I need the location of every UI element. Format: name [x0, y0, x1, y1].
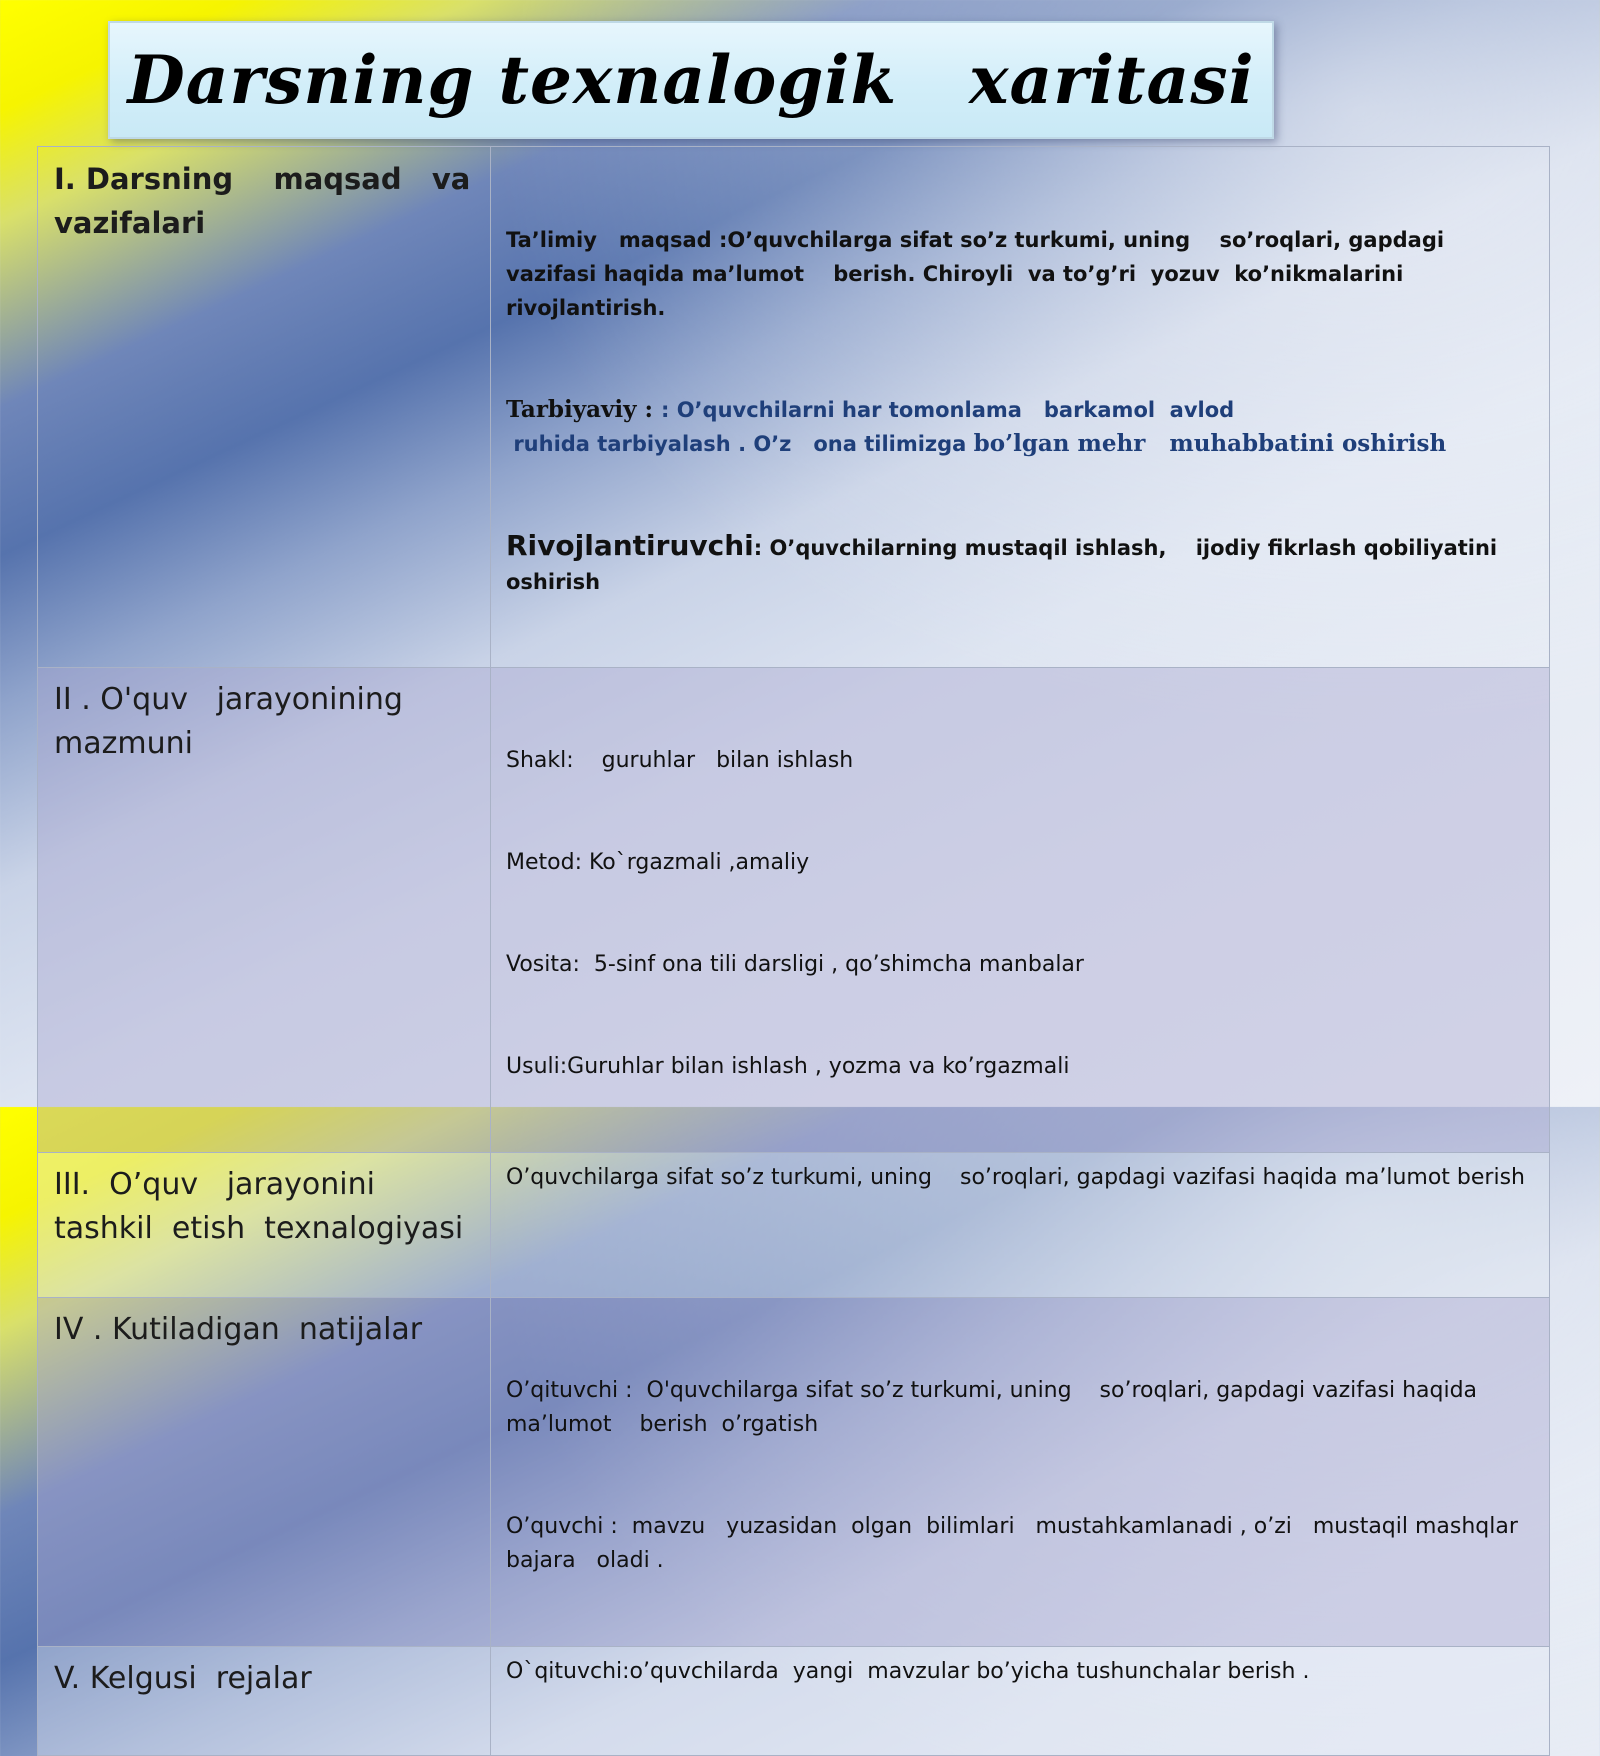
- table-row-technology: [38, 1153, 1550, 1298]
- row-heading: IV . Kutiladigan natijalar: [54, 1312, 423, 1347]
- row-content-cell: [491, 1298, 1550, 1647]
- teacher-result: O’qituvchi : O'quvchilarga sifat so’z turkumi, uning so’roqlari, gapdagi vazifasi haqida ma’lumot berish o’rgatish: [506, 1378, 1485, 1437]
- talimiy-text: O’quvchilarga sifat so’z turkumi, uning so’roqlari, gapdagi vazifasi haqida ma’lumot berish. Chiroyli va to’g’ri yozuv ko’nikmalarini rivojlantirish.: [506, 228, 1452, 320]
- tarbiyaviy-label: Tarbiyaviy :: [506, 396, 661, 423]
- row-content-cell: [491, 147, 1550, 668]
- row-heading-cell: [38, 1153, 491, 1298]
- talimiy-goal: [506, 223, 1535, 325]
- row-content-cell: [491, 1153, 1550, 1298]
- row-heading: V. Kelgusi rejalar: [54, 1661, 312, 1696]
- row-heading: III. O’quv jarayonini tashkil etish texnalogiyasi: [54, 1167, 464, 1246]
- row-heading-cell: [38, 1647, 491, 1756]
- title-box: [108, 21, 1274, 139]
- table-row-goals: [38, 147, 1550, 668]
- rivoj-label: Rivojlantiruvchi: [506, 529, 754, 562]
- talimiy-label: Ta’limiy maqsad :: [506, 228, 728, 252]
- results-content: [491, 1298, 1549, 1646]
- list-item: Shakl: guruhlar bilan ishlash: [506, 748, 854, 773]
- table-row-plans: [38, 1647, 1550, 1756]
- row-heading: II . O'quv jarayonining mazmuni: [54, 682, 413, 761]
- goals-content: [491, 147, 1549, 667]
- lesson-map-table: [37, 146, 1550, 1756]
- technology-content: O’quvchilarga sifat so’z turkumi, uning so’roqlari, gapdagi vazifasi haqida ma’lumot berish: [506, 1165, 1525, 1190]
- table-row-results: [38, 1298, 1550, 1647]
- tarbiyaviy-goal: [506, 393, 1535, 461]
- row-content-cell: [491, 668, 1550, 1153]
- plans-content: O`qituvchi:o’quvchilarda yangi mavzular bo’yicha tushunchalar berish .: [506, 1659, 1310, 1684]
- list-item: Vosita: 5-sinf ona tili darsligi , qo’shimcha manbalar: [506, 952, 1084, 977]
- page-title: Darsning texnalogik xaritasi: [127, 41, 1255, 119]
- row-heading-cell: [38, 147, 491, 668]
- row-heading: I. Darsning maqsad va vazifalari: [54, 162, 481, 240]
- table-row-content: [38, 668, 1550, 1153]
- row-heading-cell: [38, 1298, 491, 1647]
- tarbiyaviy-text-1: : O’quvchilarni har tomonlama barkamol avlod: [661, 398, 1235, 422]
- list-item: Metod: Ko`rgazmali ,amaliy: [506, 850, 810, 875]
- row-content-cell: [491, 1647, 1550, 1756]
- list-item: Usuli:Guruhlar bilan ishlash , yozma va ko’rgazmali: [506, 1054, 1070, 1079]
- rivoj-text: : O’quvchilarning mustaqil ishlash, ijodiy fikrlash qobiliyatini oshirish: [506, 536, 1505, 594]
- student-result: O’quvchi : mavzu yuzasidan olgan bilimlari mustahkamlanadi , o’zi mustaqil mashqlar bajara oladi .: [506, 1514, 1532, 1573]
- row-heading-cell: [38, 668, 491, 1153]
- process-content: [491, 668, 1549, 1152]
- rivoj-goal: [506, 529, 1535, 599]
- tarbiyaviy-text-2: ruhida tarbiyalash . O’z ona tilimizga: [506, 432, 974, 456]
- tarbiyaviy-text-3: bo’lgan mehr muhabbatini oshirish: [973, 430, 1447, 457]
